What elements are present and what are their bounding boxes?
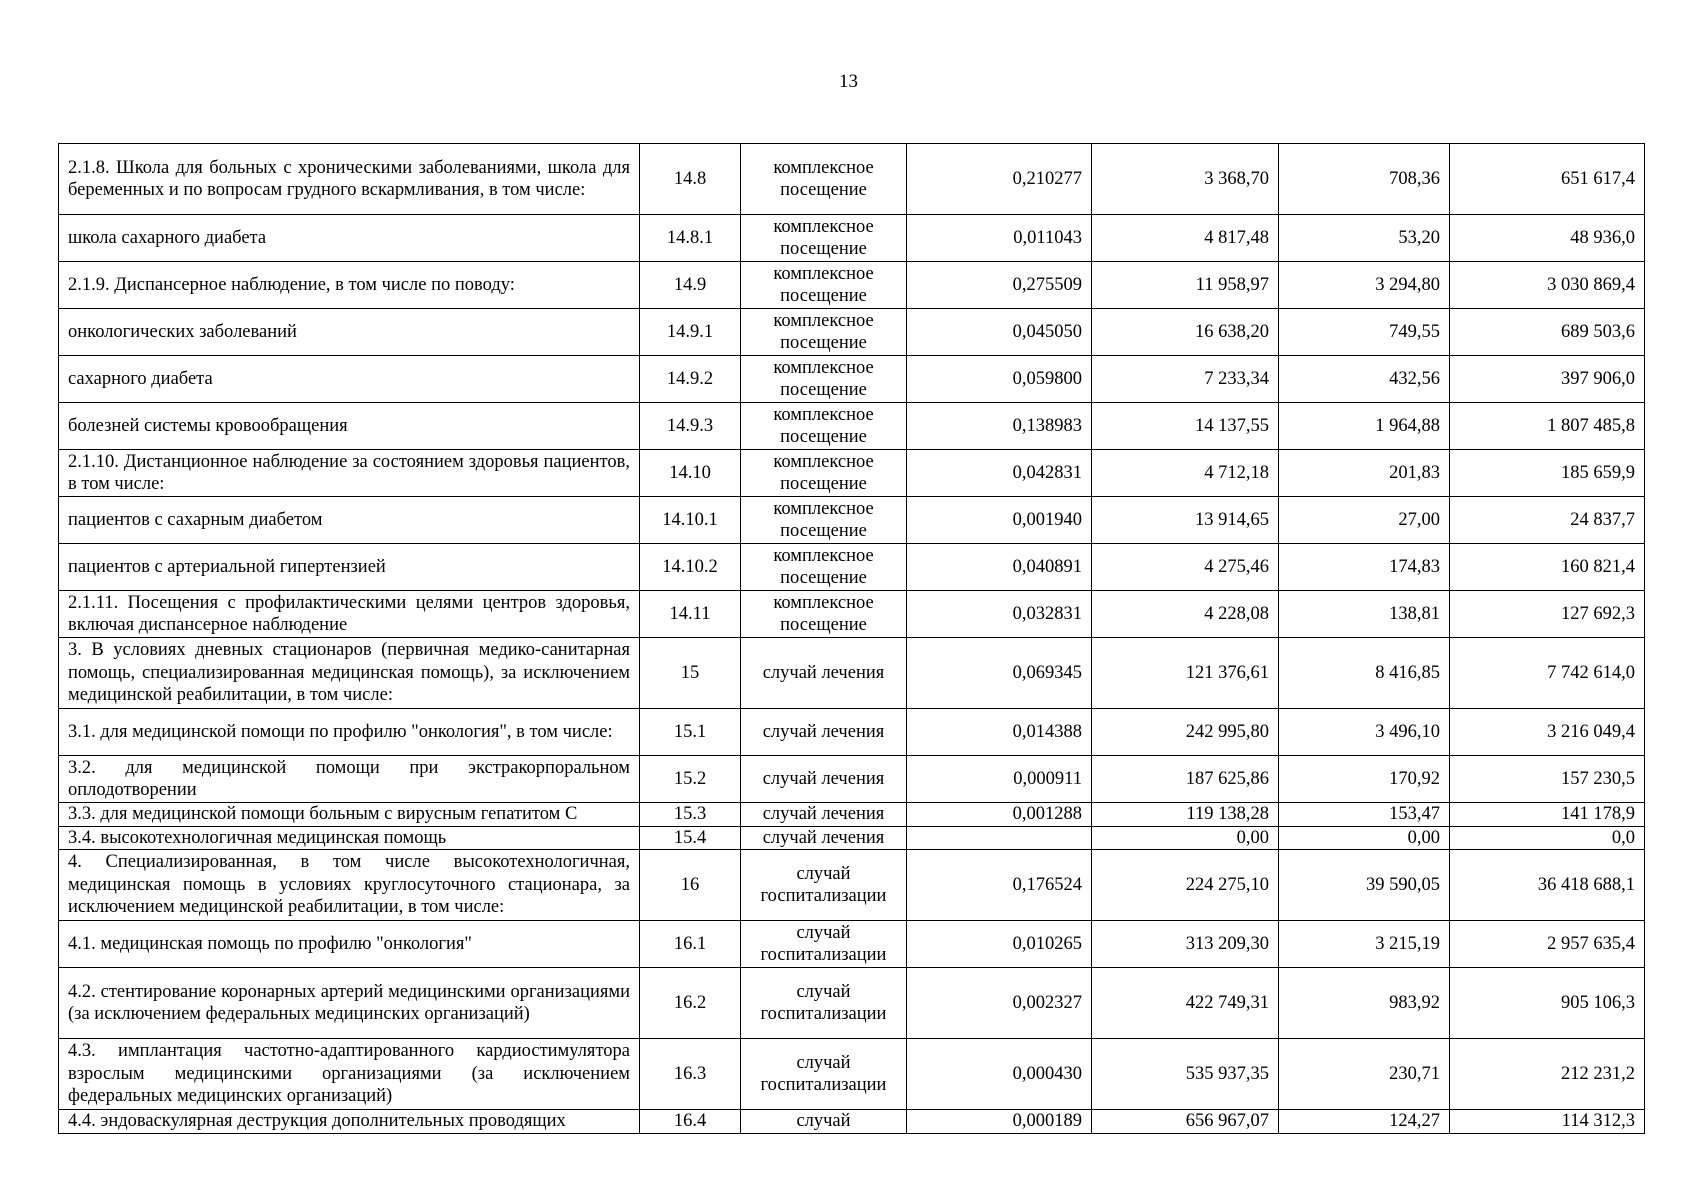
row-value-3: 983,92 [1279,968,1450,1039]
row-number: 15.3 [640,803,741,827]
row-number: 14.9 [640,262,741,309]
table-row [59,1110,1645,1134]
row-value-1: 0,210277 [907,144,1092,215]
row-number: 15.1 [640,709,741,756]
table-row [59,544,1645,591]
row-number: 14.9.2 [640,356,741,403]
row-value-4: 212 231,2 [1450,1039,1645,1110]
row-value-2: 16 638,20 [1092,309,1279,356]
row-value-4: 157 230,5 [1450,756,1645,803]
table-row [59,709,1645,756]
row-number: 16 [640,850,741,921]
table-row [59,591,1645,638]
table-row [59,497,1645,544]
row-value-1: 0,002327 [907,968,1092,1039]
row-number: 14.10.1 [640,497,741,544]
row-value-1: 0,001940 [907,497,1092,544]
row-value-3: 138,81 [1279,591,1450,638]
row-value-2: 535 937,35 [1092,1039,1279,1110]
row-unit: случай лечения [741,709,907,756]
row-value-4: 48 936,0 [1450,215,1645,262]
row-value-2: 656 967,07 [1092,1110,1279,1134]
row-value-1: 0,000189 [907,1110,1092,1134]
row-unit: комплексное посещение [741,544,907,591]
row-unit: случай [741,1110,907,1134]
row-value-4: 1 807 485,8 [1450,403,1645,450]
row-unit: комплексное посещение [741,215,907,262]
row-value-1: 0,069345 [907,638,1092,709]
row-value-4: 651 617,4 [1450,144,1645,215]
row-number: 14.9.1 [640,309,741,356]
row-value-3: 53,20 [1279,215,1450,262]
row-number: 16.2 [640,968,741,1039]
row-unit: случай госпитализации [741,968,907,1039]
table-row [59,356,1645,403]
row-name: 3.1. для медицинской помощи по профилю "онкология", в том числе: [59,709,640,756]
row-value-2: 4 275,46 [1092,544,1279,591]
row-value-4: 185 659,9 [1450,450,1645,497]
table-row [59,403,1645,450]
row-value-3: 201,83 [1279,450,1450,497]
row-value-4: 397 906,0 [1450,356,1645,403]
row-number: 16.4 [640,1110,741,1134]
row-number: 14.8 [640,144,741,215]
row-unit: комплексное посещение [741,262,907,309]
row-unit: случай лечения [741,638,907,709]
row-value-1: 0,176524 [907,850,1092,921]
row-value-4: 7 742 614,0 [1450,638,1645,709]
row-name: 4. Специализированная, в том числе высокотехнологичная, медицинская помощь в условиях круглосуточного стационара, за исключением медицинской реабилитации, в том числе: [59,850,640,921]
row-value-4: 905 106,3 [1450,968,1645,1039]
row-name: 2.1.9. Диспансерное наблюдение, в том числе по поводу: [59,262,640,309]
row-unit: случай лечения [741,826,907,850]
row-unit: комплексное посещение [741,450,907,497]
table-row [59,850,1645,921]
row-value-3: 3 215,19 [1279,921,1450,968]
row-value-4: 127 692,3 [1450,591,1645,638]
table-row [59,921,1645,968]
row-value-2: 0,00 [1092,826,1279,850]
row-unit: случай лечения [741,756,907,803]
row-name: 3. В условиях дневных стационаров (первичная медико-санитарная помощь, специализированная медицинская помощь), за исключением медицинской реабилитации, в том числе: [59,638,640,709]
table-row [59,450,1645,497]
row-value-3: 124,27 [1279,1110,1450,1134]
row-value-3: 708,36 [1279,144,1450,215]
row-value-1: 0,001288 [907,803,1092,827]
row-name: 4.3. имплантация частотно-адаптированного кардиостимулятора взрослым медицинскими организациями (за исключением федеральных медицинских организаций) [59,1039,640,1110]
row-unit: случай госпитализации [741,921,907,968]
row-value-3: 39 590,05 [1279,850,1450,921]
row-unit: комплексное посещение [741,144,907,215]
row-value-2: 13 914,65 [1092,497,1279,544]
row-unit: комплексное посещение [741,309,907,356]
table-body [59,144,1645,1134]
row-unit: комплексное посещение [741,497,907,544]
row-name: сахарного диабета [59,356,640,403]
row-number: 15 [640,638,741,709]
row-value-1: 0,010265 [907,921,1092,968]
row-value-3: 3 496,10 [1279,709,1450,756]
row-value-2: 7 233,34 [1092,356,1279,403]
row-value-4: 3 030 869,4 [1450,262,1645,309]
row-value-3: 153,47 [1279,803,1450,827]
row-name: 3.3. для медицинской помощи больным с вирусным гепатитом С [59,803,640,827]
row-value-3: 432,56 [1279,356,1450,403]
row-value-1: 0,059800 [907,356,1092,403]
table-row [59,756,1645,803]
row-unit: случай лечения [741,803,907,827]
row-value-4: 24 837,7 [1450,497,1645,544]
row-value-3: 3 294,80 [1279,262,1450,309]
row-value-4: 689 503,6 [1450,309,1645,356]
table-row [59,144,1645,215]
row-name: пациентов с артериальной гипертензией [59,544,640,591]
row-value-2: 11 958,97 [1092,262,1279,309]
row-value-1: 0,014388 [907,709,1092,756]
row-value-2: 3 368,70 [1092,144,1279,215]
row-value-3: 749,55 [1279,309,1450,356]
row-value-3: 27,00 [1279,497,1450,544]
row-value-1: 0,045050 [907,309,1092,356]
row-value-2: 4 817,48 [1092,215,1279,262]
row-name: 3.4. высокотехнологичная медицинская помощь [59,826,640,850]
row-value-2: 187 625,86 [1092,756,1279,803]
row-name: болезней системы кровообращения [59,403,640,450]
row-value-4: 3 216 049,4 [1450,709,1645,756]
row-unit: случай госпитализации [741,850,907,921]
row-name: пациентов с сахарным диабетом [59,497,640,544]
row-value-2: 313 209,30 [1092,921,1279,968]
table-row [59,1039,1645,1110]
table-row [59,968,1645,1039]
row-value-4: 114 312,3 [1450,1110,1645,1134]
row-number: 15.2 [640,756,741,803]
row-name: 2.1.10. Дистанционное наблюдение за состоянием здоровья пациентов, в том числе: [59,450,640,497]
page-number: 13 [839,71,858,92]
row-value-4: 0,0 [1450,826,1645,850]
row-value-1: 0,000911 [907,756,1092,803]
row-number: 14.9.3 [640,403,741,450]
row-name: 4.2. стентирование коронарных артерий медицинскими организациями (за исключением федеральных медицинских организаций) [59,968,640,1039]
row-unit: комплексное посещение [741,356,907,403]
table-row [59,803,1645,827]
row-value-1: 0,275509 [907,262,1092,309]
row-value-4: 141 178,9 [1450,803,1645,827]
table-row [59,309,1645,356]
row-number: 14.11 [640,591,741,638]
row-unit: комплексное посещение [741,403,907,450]
row-value-1: 0,032831 [907,591,1092,638]
row-name: 4.4. эндоваскулярная деструкция дополнительных проводящих [59,1110,640,1134]
row-name: 3.2. для медицинской помощи при экстракорпоральном оплодотворении [59,756,640,803]
table-row [59,826,1645,850]
row-value-1: 0,138983 [907,403,1092,450]
row-name: школа сахарного диабета [59,215,640,262]
row-value-2: 4 712,18 [1092,450,1279,497]
row-unit: случай госпитализации [741,1039,907,1110]
row-value-3: 174,83 [1279,544,1450,591]
row-value-3: 1 964,88 [1279,403,1450,450]
row-value-3: 170,92 [1279,756,1450,803]
table-row [59,215,1645,262]
row-unit: комплексное посещение [741,591,907,638]
row-value-4: 36 418 688,1 [1450,850,1645,921]
row-number: 16.1 [640,921,741,968]
row-value-2: 422 749,31 [1092,968,1279,1039]
row-value-3: 8 416,85 [1279,638,1450,709]
row-value-2: 119 138,28 [1092,803,1279,827]
data-table [58,143,1645,1134]
row-value-1: 0,000430 [907,1039,1092,1110]
row-value-4: 160 821,4 [1450,544,1645,591]
row-value-4: 2 957 635,4 [1450,921,1645,968]
row-value-3: 0,00 [1279,826,1450,850]
table-row [59,262,1645,309]
row-name: 4.1. медицинская помощь по профилю "онкология" [59,921,640,968]
row-value-3: 230,71 [1279,1039,1450,1110]
row-value-1: 0,042831 [907,450,1092,497]
row-number: 14.10.2 [640,544,741,591]
row-value-1: 0,040891 [907,544,1092,591]
row-number: 14.10 [640,450,741,497]
row-value-2: 242 995,80 [1092,709,1279,756]
row-name: онкологических заболеваний [59,309,640,356]
row-value-2: 4 228,08 [1092,591,1279,638]
row-value-1: 0,011043 [907,215,1092,262]
row-name: 2.1.11. Посещения с профилактическими целями центров здоровья, включая диспансерное наблюдение [59,591,640,638]
row-name: 2.1.8. Школа для больных с хроническими заболеваниями, школа для беременных и по вопросам грудного вскармливания, в том числе: [59,144,640,215]
row-value-1 [907,826,1092,850]
row-value-2: 121 376,61 [1092,638,1279,709]
row-number: 16.3 [640,1039,741,1110]
table-row [59,638,1645,709]
row-number: 15.4 [640,826,741,850]
row-value-2: 224 275,10 [1092,850,1279,921]
row-number: 14.8.1 [640,215,741,262]
row-value-2: 14 137,55 [1092,403,1279,450]
